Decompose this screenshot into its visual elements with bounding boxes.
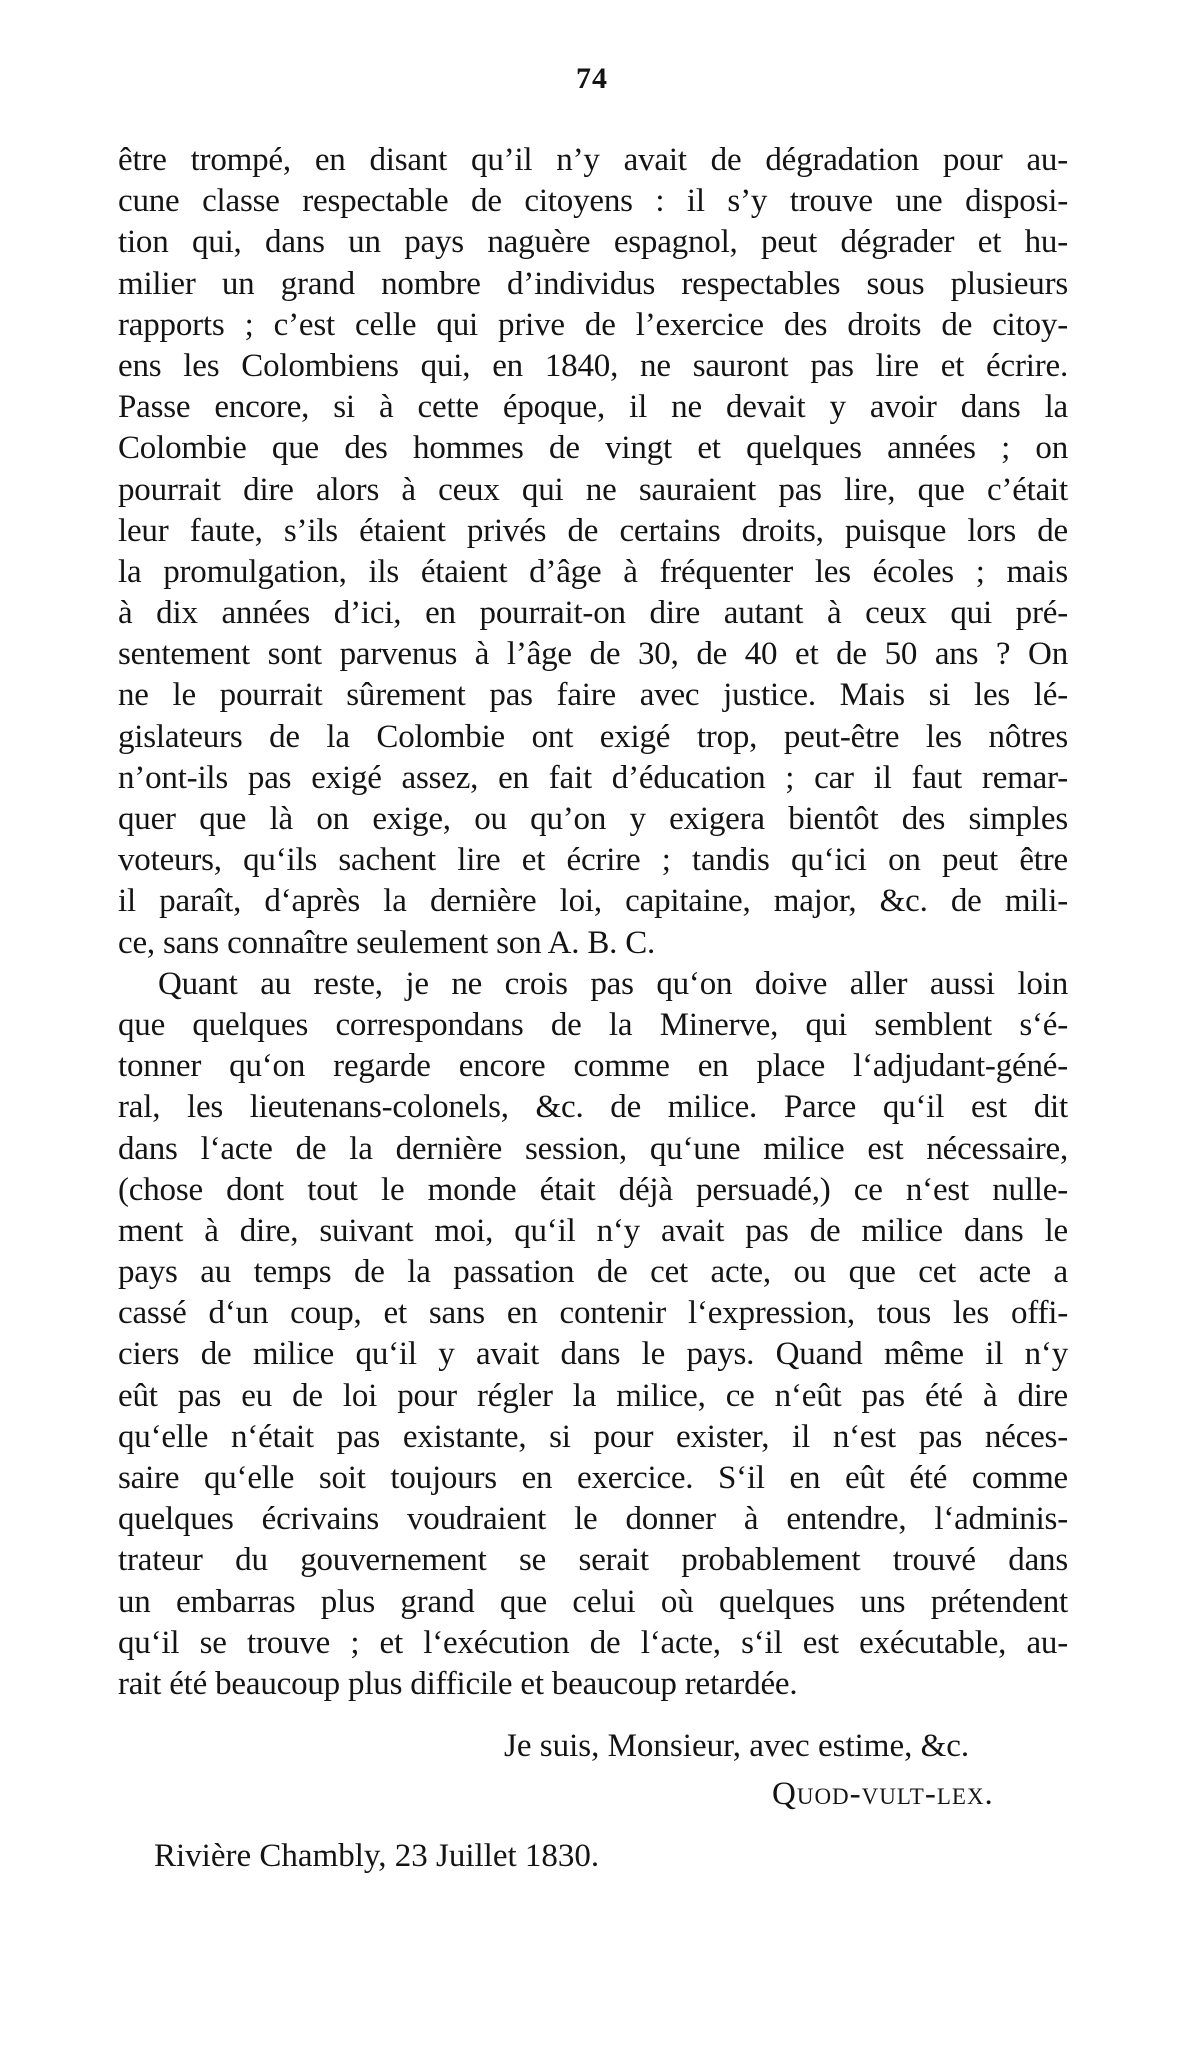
text-line: ciers de milice qu‘il y avait dans le pays. Quand même il n‘y (118, 1336, 1068, 1373)
letter-signature (118, 1774, 1068, 1815)
text-line: ral, les lieutenans-colonels, &c. de milice. Parce qu‘il est dit (118, 1089, 1068, 1126)
text-line: leur faute, s’ils étaient privés de certains droits, puisque lors de (118, 512, 1068, 549)
text-line: à dix années d’ici, en pourrait-on dire autant à ceux qui pré- (118, 595, 1068, 632)
text-line: rapports ; c’est celle qui prive de l’exercice des droits de citoy- (118, 306, 1068, 343)
text-line: voteurs, qu‘ils sachent lire et écrire ; tandis qu‘ici on peut être (118, 842, 1068, 879)
letter-closing (118, 1726, 1068, 1767)
text-line: ce, sans connaître seulement son A. B. C. (118, 924, 656, 961)
text-line: tion qui, dans un pays naguère espagnol, peut dégrader et hu- (118, 224, 1068, 261)
signature-text: Quod-vult-lex. (772, 1776, 994, 1812)
letter-place-date (118, 1836, 1068, 1877)
text-line: quelques écrivains voudraient le donner à entendre, l‘adminis- (118, 1501, 1068, 1538)
text-line: ne le pourrait sûrement pas faire avec justice. Mais si les lé- (118, 677, 1068, 714)
text-line: tonner qu‘on regarde encore comme en place l‘adjudant-géné- (118, 1048, 1068, 1085)
text-line: saire qu‘elle soit toujours en exercice. S‘il en eût été comme (118, 1460, 1068, 1496)
place-date-text: Rivière Chambly, 23 Juillet 1830. (154, 1838, 600, 1874)
closing-text: Je suis, Monsieur, avec estime, &c. (504, 1728, 970, 1764)
text-line: qu‘elle n‘était pas existante, si pour exister, il n‘est pas néces- (118, 1418, 1068, 1455)
text-line: quer que là on exige, ou qu’on y exigera bientôt des simples (118, 801, 1068, 837)
text-line: cune classe respectable de citoyens : il s’y trouve une disposi- (118, 183, 1068, 220)
text-line: trateur du gouvernement se serait probablement trouvé dans (118, 1542, 1068, 1579)
text-line: n’ont-ils pas exigé assez, en fait d’éducation ; car il faut remar- (118, 759, 1068, 796)
text-line: il paraît, d‘après la dernière loi, capitaine, major, &c. de mili- (118, 883, 1068, 920)
text-line: être trompé, en disant qu’il n’y avait de dégradation pour au- (118, 142, 1068, 178)
text-line: Passe encore, si à cette époque, il ne devait y avoir dans la (118, 389, 1068, 426)
text-line: eût pas eu de loi pour régler la milice, ce n‘eût pas été à dire (118, 1377, 1068, 1414)
text-line: la promulgation, ils étaient d’âge à fréquenter les écoles ; mais (118, 553, 1068, 590)
text-line: ment à dire, suivant moi, qu‘il n‘y avait pas de milice dans le (118, 1212, 1068, 1249)
text-line: pourrait dire alors à ceux qui ne sauraient pas lire, que c’était (118, 471, 1068, 508)
text-line: Colombie que des hommes de vingt et quelques années ; on (118, 430, 1068, 467)
body-text (118, 140, 1068, 1705)
text-line: qu‘il se trouve ; et l‘exécution de l‘acte, s‘il est exécutable, au- (118, 1624, 1068, 1661)
text-line: sentement sont parvenus à l’âge de 30, de 40 et de 50 ans ? On (118, 636, 1068, 673)
text-line: dans l‘acte de la dernière session, qu‘une milice est nécessaire, (118, 1130, 1068, 1167)
text-line: milier un grand nombre d’individus respectables sous plusieurs (118, 265, 1068, 302)
text-line: que quelques correspondans de la Minerve, qui semblent s‘é- (118, 1006, 1068, 1043)
text-line: gislateurs de la Colombie ont exigé trop, peut-être les nôtres (118, 718, 1068, 755)
text-line: pays au temps de la passation de cet acte, ou que cet acte a (118, 1254, 1068, 1291)
page-number: 74 (576, 62, 608, 95)
text-line: Quant au reste, je ne crois pas qu‘on doive aller aussi loin (158, 965, 1068, 1002)
text-line: un embarras plus grand que celui où quelques uns prétendent (118, 1583, 1068, 1620)
text-line: rait été beaucoup plus difficile et beaucoup retardée. (118, 1665, 798, 1702)
text-line: ens les Colombiens qui, en 1840, ne sauront pas lire et écrire. (118, 347, 1068, 384)
text-line: (chose dont tout le monde était déjà persuadé,) ce n‘est nulle- (118, 1171, 1068, 1208)
text-line: cassé d‘un coup, et sans en contenir l‘expression, tous les offi- (118, 1295, 1068, 1332)
